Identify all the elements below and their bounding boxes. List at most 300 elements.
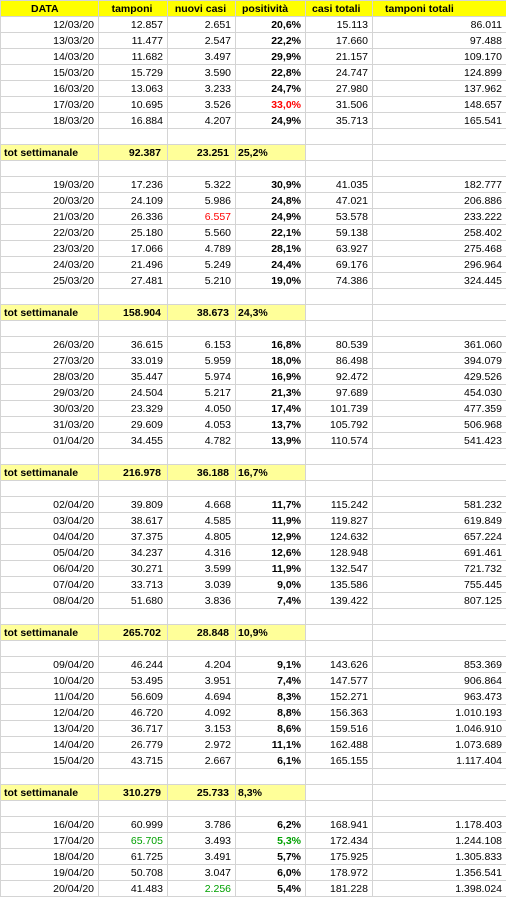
cell-tamponi-totali[interactable]: 258.402 [373, 225, 506, 241]
empty-cell[interactable] [236, 481, 306, 497]
cell-nuovi-casi[interactable]: 3.039 [168, 577, 236, 593]
cell-nuovi-casi[interactable]: 3.836 [168, 593, 236, 609]
cell-casi-totali[interactable]: 181.228 [306, 881, 373, 897]
weekly-total-tamponi[interactable]: 265.702 [99, 625, 168, 641]
cell-casi-totali[interactable]: 147.577 [306, 673, 373, 689]
cell-tamponi-totali[interactable]: 296.964 [373, 257, 506, 273]
cell-positivita[interactable]: 17,4% [236, 401, 306, 417]
empty-cell[interactable] [99, 289, 168, 305]
empty-cell[interactable] [373, 465, 506, 481]
cell-date[interactable]: 30/03/20 [1, 401, 99, 417]
cell-tamponi-totali[interactable]: 324.445 [373, 273, 506, 289]
cell-tamponi-totali[interactable]: 1.305.833 [373, 849, 506, 865]
cell-tamponi-totali[interactable]: 275.468 [373, 241, 506, 257]
cell-casi-totali[interactable]: 110.574 [306, 433, 373, 449]
cell-nuovi-casi[interactable]: 2.651 [168, 17, 236, 33]
weekly-total-tamponi[interactable]: 310.279 [99, 785, 168, 801]
cell-tamponi[interactable]: 29.609 [99, 417, 168, 433]
cell-nuovi-casi[interactable]: 3.497 [168, 49, 236, 65]
cell-tamponi[interactable]: 36.717 [99, 721, 168, 737]
cell-casi-totali[interactable]: 119.827 [306, 513, 373, 529]
cell-tamponi[interactable]: 12.857 [99, 17, 168, 33]
header-nuovi-casi[interactable]: nuovi casi [168, 1, 236, 17]
cell-positivita[interactable]: 24,4% [236, 257, 306, 273]
cell-date[interactable]: 20/03/20 [1, 193, 99, 209]
cell-positivita[interactable]: 22,8% [236, 65, 306, 81]
cell-positivita[interactable]: 30,9% [236, 177, 306, 193]
cell-casi-totali[interactable]: 143.626 [306, 657, 373, 673]
cell-casi-totali[interactable]: 152.271 [306, 689, 373, 705]
weekly-total-positivita[interactable]: 24,3% [236, 305, 306, 321]
empty-cell[interactable] [168, 609, 236, 625]
empty-cell[interactable] [306, 129, 373, 145]
cell-nuovi-casi[interactable]: 5.210 [168, 273, 236, 289]
cell-nuovi-casi[interactable]: 2.667 [168, 753, 236, 769]
cell-positivita[interactable]: 8,8% [236, 705, 306, 721]
cell-nuovi-casi[interactable]: 4.050 [168, 401, 236, 417]
cell-nuovi-casi[interactable]: 2.972 [168, 737, 236, 753]
cell-tamponi-totali[interactable]: 1.244.108 [373, 833, 506, 849]
empty-cell[interactable] [236, 609, 306, 625]
cell-tamponi[interactable]: 27.481 [99, 273, 168, 289]
empty-cell[interactable] [373, 161, 506, 177]
cell-casi-totali[interactable]: 115.242 [306, 497, 373, 513]
cell-date[interactable]: 27/03/20 [1, 353, 99, 369]
cell-casi-totali[interactable]: 132.547 [306, 561, 373, 577]
cell-date[interactable]: 13/03/20 [1, 33, 99, 49]
cell-casi-totali[interactable]: 162.488 [306, 737, 373, 753]
cell-tamponi-totali[interactable]: 506.968 [373, 417, 506, 433]
cell-nuovi-casi[interactable]: 3.233 [168, 81, 236, 97]
cell-date[interactable]: 17/04/20 [1, 833, 99, 849]
cell-positivita[interactable]: 11,9% [236, 561, 306, 577]
weekly-total-tamponi[interactable]: 158.904 [99, 305, 168, 321]
cell-tamponi[interactable]: 36.615 [99, 337, 168, 353]
cell-casi-totali[interactable]: 178.972 [306, 865, 373, 881]
cell-positivita[interactable]: 11,9% [236, 513, 306, 529]
cell-positivita[interactable]: 12,9% [236, 529, 306, 545]
cell-nuovi-casi[interactable]: 2.547 [168, 33, 236, 49]
cell-tamponi-totali[interactable]: 1.356.541 [373, 865, 506, 881]
cell-nuovi-casi[interactable]: 3.590 [168, 65, 236, 81]
cell-casi-totali[interactable]: 53.578 [306, 209, 373, 225]
cell-date[interactable]: 07/04/20 [1, 577, 99, 593]
cell-positivita[interactable]: 24,9% [236, 113, 306, 129]
cell-date[interactable]: 28/03/20 [1, 369, 99, 385]
weekly-total-label[interactable]: tot settimanale [1, 305, 99, 321]
cell-tamponi-totali[interactable]: 541.423 [373, 433, 506, 449]
cell-tamponi[interactable]: 15.729 [99, 65, 168, 81]
cell-tamponi-totali[interactable]: 109.170 [373, 49, 506, 65]
empty-cell[interactable] [236, 641, 306, 657]
empty-cell[interactable] [99, 321, 168, 337]
cell-tamponi-totali[interactable]: 1.117.404 [373, 753, 506, 769]
empty-cell[interactable] [373, 641, 506, 657]
cell-tamponi[interactable]: 38.617 [99, 513, 168, 529]
cell-tamponi[interactable]: 50.708 [99, 865, 168, 881]
empty-cell[interactable] [236, 449, 306, 465]
empty-cell[interactable] [373, 305, 506, 321]
empty-cell[interactable] [236, 161, 306, 177]
empty-cell[interactable] [168, 801, 236, 817]
cell-tamponi-totali[interactable]: 394.079 [373, 353, 506, 369]
empty-cell[interactable] [306, 161, 373, 177]
cell-date[interactable]: 25/03/20 [1, 273, 99, 289]
cell-casi-totali[interactable]: 15.113 [306, 17, 373, 33]
cell-nuovi-casi[interactable]: 4.092 [168, 705, 236, 721]
cell-casi-totali[interactable]: 124.632 [306, 529, 373, 545]
cell-date[interactable]: 16/04/20 [1, 817, 99, 833]
header-tamponi-totali[interactable]: tamponi totali [373, 1, 506, 17]
weekly-total-positivita[interactable]: 10,9% [236, 625, 306, 641]
cell-positivita[interactable]: 19,0% [236, 273, 306, 289]
cell-tamponi[interactable]: 51.680 [99, 593, 168, 609]
cell-tamponi[interactable]: 11.477 [99, 33, 168, 49]
weekly-total-nuovi-casi[interactable]: 23.251 [168, 145, 236, 161]
empty-cell[interactable] [1, 161, 99, 177]
cell-nuovi-casi[interactable]: 4.805 [168, 529, 236, 545]
cell-nuovi-casi[interactable]: 4.207 [168, 113, 236, 129]
cell-positivita[interactable]: 5,4% [236, 881, 306, 897]
cell-casi-totali[interactable]: 168.941 [306, 817, 373, 833]
cell-tamponi-totali[interactable]: 581.232 [373, 497, 506, 513]
empty-cell[interactable] [373, 785, 506, 801]
cell-date[interactable]: 12/03/20 [1, 17, 99, 33]
cell-date[interactable]: 09/04/20 [1, 657, 99, 673]
cell-tamponi-totali[interactable]: 233.222 [373, 209, 506, 225]
cell-tamponi[interactable]: 24.109 [99, 193, 168, 209]
cell-tamponi[interactable]: 13.063 [99, 81, 168, 97]
cell-tamponi-totali[interactable]: 963.473 [373, 689, 506, 705]
cell-nuovi-casi[interactable]: 6.153 [168, 337, 236, 353]
cell-nuovi-casi[interactable]: 2.256 [168, 881, 236, 897]
cell-nuovi-casi[interactable]: 3.951 [168, 673, 236, 689]
cell-date[interactable]: 24/03/20 [1, 257, 99, 273]
cell-date[interactable]: 03/04/20 [1, 513, 99, 529]
cell-nuovi-casi[interactable]: 5.986 [168, 193, 236, 209]
cell-date[interactable]: 31/03/20 [1, 417, 99, 433]
cell-positivita[interactable]: 9,0% [236, 577, 306, 593]
cell-nuovi-casi[interactable]: 4.789 [168, 241, 236, 257]
cell-date[interactable]: 12/04/20 [1, 705, 99, 721]
cell-date[interactable]: 06/04/20 [1, 561, 99, 577]
cell-tamponi-totali[interactable]: 1.398.024 [373, 881, 506, 897]
cell-tamponi-totali[interactable]: 807.125 [373, 593, 506, 609]
cell-tamponi[interactable]: 65.705 [99, 833, 168, 849]
cell-tamponi[interactable]: 16.884 [99, 113, 168, 129]
cell-casi-totali[interactable]: 17.660 [306, 33, 373, 49]
cell-tamponi[interactable]: 35.447 [99, 369, 168, 385]
empty-cell[interactable] [236, 129, 306, 145]
cell-nuovi-casi[interactable]: 3.526 [168, 97, 236, 113]
cell-date[interactable]: 19/03/20 [1, 177, 99, 193]
cell-date[interactable]: 29/03/20 [1, 385, 99, 401]
empty-cell[interactable] [306, 289, 373, 305]
cell-date[interactable]: 08/04/20 [1, 593, 99, 609]
empty-cell[interactable] [168, 769, 236, 785]
cell-nuovi-casi[interactable]: 4.204 [168, 657, 236, 673]
cell-nuovi-casi[interactable]: 3.493 [168, 833, 236, 849]
cell-tamponi[interactable]: 34.455 [99, 433, 168, 449]
cell-tamponi[interactable]: 41.483 [99, 881, 168, 897]
cell-positivita[interactable]: 6,2% [236, 817, 306, 833]
cell-tamponi-totali[interactable]: 137.962 [373, 81, 506, 97]
weekly-total-nuovi-casi[interactable]: 28.848 [168, 625, 236, 641]
cell-nuovi-casi[interactable]: 4.585 [168, 513, 236, 529]
cell-date[interactable]: 17/03/20 [1, 97, 99, 113]
empty-cell[interactable] [236, 769, 306, 785]
weekly-total-nuovi-casi[interactable]: 36.188 [168, 465, 236, 481]
empty-cell[interactable] [99, 161, 168, 177]
cell-tamponi-totali[interactable]: 124.899 [373, 65, 506, 81]
cell-positivita[interactable]: 11,1% [236, 737, 306, 753]
cell-positivita[interactable]: 29,9% [236, 49, 306, 65]
cell-nuovi-casi[interactable]: 5.322 [168, 177, 236, 193]
cell-casi-totali[interactable]: 165.155 [306, 753, 373, 769]
empty-cell[interactable] [168, 481, 236, 497]
cell-casi-totali[interactable]: 31.506 [306, 97, 373, 113]
cell-date[interactable]: 21/03/20 [1, 209, 99, 225]
cell-tamponi-totali[interactable]: 148.657 [373, 97, 506, 113]
cell-casi-totali[interactable]: 41.035 [306, 177, 373, 193]
empty-cell[interactable] [306, 609, 373, 625]
cell-tamponi-totali[interactable]: 853.369 [373, 657, 506, 673]
cell-date[interactable]: 15/03/20 [1, 65, 99, 81]
cell-date[interactable]: 20/04/20 [1, 881, 99, 897]
empty-cell[interactable] [99, 481, 168, 497]
cell-tamponi-totali[interactable]: 1.178.403 [373, 817, 506, 833]
cell-tamponi-totali[interactable]: 755.445 [373, 577, 506, 593]
empty-cell[interactable] [1, 481, 99, 497]
cell-positivita[interactable]: 13,7% [236, 417, 306, 433]
empty-cell[interactable] [1, 801, 99, 817]
empty-cell[interactable] [373, 801, 506, 817]
cell-casi-totali[interactable]: 156.363 [306, 705, 373, 721]
cell-tamponi-totali[interactable]: 721.732 [373, 561, 506, 577]
empty-cell[interactable] [306, 625, 373, 641]
cell-positivita[interactable]: 24,8% [236, 193, 306, 209]
empty-cell[interactable] [306, 801, 373, 817]
cell-tamponi[interactable]: 61.725 [99, 849, 168, 865]
cell-tamponi[interactable]: 17.236 [99, 177, 168, 193]
weekly-total-label[interactable]: tot settimanale [1, 785, 99, 801]
empty-cell[interactable] [168, 129, 236, 145]
cell-casi-totali[interactable]: 97.689 [306, 385, 373, 401]
cell-tamponi[interactable]: 56.609 [99, 689, 168, 705]
cell-date[interactable]: 18/03/20 [1, 113, 99, 129]
cell-casi-totali[interactable]: 47.021 [306, 193, 373, 209]
empty-cell[interactable] [1, 321, 99, 337]
empty-cell[interactable] [373, 481, 506, 497]
cell-date[interactable]: 02/04/20 [1, 497, 99, 513]
cell-tamponi[interactable]: 33.713 [99, 577, 168, 593]
cell-tamponi-totali[interactable]: 206.886 [373, 193, 506, 209]
cell-date[interactable]: 15/04/20 [1, 753, 99, 769]
cell-tamponi[interactable]: 34.237 [99, 545, 168, 561]
cell-tamponi[interactable]: 24.504 [99, 385, 168, 401]
cell-casi-totali[interactable]: 35.713 [306, 113, 373, 129]
cell-tamponi-totali[interactable]: 1.010.193 [373, 705, 506, 721]
empty-cell[interactable] [373, 289, 506, 305]
cell-nuovi-casi[interactable]: 3.491 [168, 849, 236, 865]
empty-cell[interactable] [373, 145, 506, 161]
cell-nuovi-casi[interactable]: 3.599 [168, 561, 236, 577]
cell-date[interactable]: 01/04/20 [1, 433, 99, 449]
header-date[interactable]: DATA [1, 1, 99, 17]
cell-positivita[interactable]: 8,6% [236, 721, 306, 737]
cell-tamponi[interactable]: 23.329 [99, 401, 168, 417]
cell-date[interactable]: 26/03/20 [1, 337, 99, 353]
cell-date[interactable]: 14/03/20 [1, 49, 99, 65]
empty-cell[interactable] [236, 321, 306, 337]
cell-positivita[interactable]: 24,9% [236, 209, 306, 225]
weekly-total-label[interactable]: tot settimanale [1, 625, 99, 641]
cell-nuovi-casi[interactable]: 6.557 [168, 209, 236, 225]
cell-tamponi[interactable]: 26.779 [99, 737, 168, 753]
cell-tamponi-totali[interactable]: 97.488 [373, 33, 506, 49]
cell-casi-totali[interactable]: 80.539 [306, 337, 373, 353]
cell-nuovi-casi[interactable]: 4.053 [168, 417, 236, 433]
cell-casi-totali[interactable]: 101.739 [306, 401, 373, 417]
empty-cell[interactable] [373, 769, 506, 785]
empty-cell[interactable] [168, 321, 236, 337]
cell-tamponi-totali[interactable]: 691.461 [373, 545, 506, 561]
cell-casi-totali[interactable]: 175.925 [306, 849, 373, 865]
cell-tamponi-totali[interactable]: 477.359 [373, 401, 506, 417]
cell-date[interactable]: 05/04/20 [1, 545, 99, 561]
cell-date[interactable]: 13/04/20 [1, 721, 99, 737]
cell-positivita[interactable]: 28,1% [236, 241, 306, 257]
cell-casi-totali[interactable]: 92.472 [306, 369, 373, 385]
empty-cell[interactable] [373, 609, 506, 625]
cell-positivita[interactable]: 9,1% [236, 657, 306, 673]
cell-casi-totali[interactable]: 21.157 [306, 49, 373, 65]
cell-positivita[interactable]: 22,2% [236, 33, 306, 49]
cell-positivita[interactable]: 7,4% [236, 673, 306, 689]
cell-date[interactable]: 23/03/20 [1, 241, 99, 257]
empty-cell[interactable] [1, 129, 99, 145]
cell-tamponi[interactable]: 11.682 [99, 49, 168, 65]
cell-tamponi[interactable]: 46.244 [99, 657, 168, 673]
empty-cell[interactable] [1, 641, 99, 657]
cell-nuovi-casi[interactable]: 5.974 [168, 369, 236, 385]
empty-cell[interactable] [306, 449, 373, 465]
cell-date[interactable]: 04/04/20 [1, 529, 99, 545]
empty-cell[interactable] [168, 641, 236, 657]
cell-positivita[interactable]: 11,7% [236, 497, 306, 513]
empty-cell[interactable] [99, 769, 168, 785]
cell-casi-totali[interactable]: 128.948 [306, 545, 373, 561]
cell-casi-totali[interactable]: 172.434 [306, 833, 373, 849]
empty-cell[interactable] [306, 481, 373, 497]
empty-cell[interactable] [373, 129, 506, 145]
cell-casi-totali[interactable]: 24.747 [306, 65, 373, 81]
empty-cell[interactable] [168, 289, 236, 305]
cell-tamponi[interactable]: 21.496 [99, 257, 168, 273]
cell-nuovi-casi[interactable]: 3.153 [168, 721, 236, 737]
cell-positivita[interactable]: 16,8% [236, 337, 306, 353]
empty-cell[interactable] [168, 449, 236, 465]
cell-date[interactable]: 10/04/20 [1, 673, 99, 689]
cell-casi-totali[interactable]: 139.422 [306, 593, 373, 609]
cell-positivita[interactable]: 6,1% [236, 753, 306, 769]
empty-cell[interactable] [1, 769, 99, 785]
cell-tamponi[interactable]: 30.271 [99, 561, 168, 577]
cell-positivita[interactable]: 33,0% [236, 97, 306, 113]
cell-tamponi-totali[interactable]: 182.777 [373, 177, 506, 193]
cell-casi-totali[interactable]: 69.176 [306, 257, 373, 273]
cell-casi-totali[interactable]: 135.586 [306, 577, 373, 593]
empty-cell[interactable] [306, 305, 373, 321]
empty-cell[interactable] [236, 289, 306, 305]
empty-cell[interactable] [1, 609, 99, 625]
empty-cell[interactable] [306, 785, 373, 801]
weekly-total-nuovi-casi[interactable]: 38.673 [168, 305, 236, 321]
cell-tamponi[interactable]: 10.695 [99, 97, 168, 113]
weekly-total-label[interactable]: tot settimanale [1, 145, 99, 161]
cell-positivita[interactable]: 5,3% [236, 833, 306, 849]
empty-cell[interactable] [373, 321, 506, 337]
weekly-total-tamponi[interactable]: 92.387 [99, 145, 168, 161]
cell-tamponi[interactable]: 25.180 [99, 225, 168, 241]
cell-tamponi-totali[interactable]: 165.541 [373, 113, 506, 129]
cell-nuovi-casi[interactable]: 4.668 [168, 497, 236, 513]
empty-cell[interactable] [1, 449, 99, 465]
header-casi-totali[interactable]: casi totali [306, 1, 373, 17]
cell-positivita[interactable]: 21,3% [236, 385, 306, 401]
cell-nuovi-casi[interactable]: 3.786 [168, 817, 236, 833]
cell-tamponi-totali[interactable]: 1.073.689 [373, 737, 506, 753]
cell-positivita[interactable]: 13,9% [236, 433, 306, 449]
cell-tamponi[interactable]: 60.999 [99, 817, 168, 833]
cell-positivita[interactable]: 8,3% [236, 689, 306, 705]
cell-nuovi-casi[interactable]: 3.047 [168, 865, 236, 881]
cell-tamponi-totali[interactable]: 657.224 [373, 529, 506, 545]
cell-tamponi[interactable]: 26.336 [99, 209, 168, 225]
empty-cell[interactable] [306, 465, 373, 481]
empty-cell[interactable] [373, 625, 506, 641]
cell-casi-totali[interactable]: 27.980 [306, 81, 373, 97]
cell-positivita[interactable]: 22,1% [236, 225, 306, 241]
cell-date[interactable]: 22/03/20 [1, 225, 99, 241]
empty-cell[interactable] [99, 129, 168, 145]
cell-date[interactable]: 14/04/20 [1, 737, 99, 753]
cell-date[interactable]: 19/04/20 [1, 865, 99, 881]
cell-tamponi-totali[interactable]: 619.849 [373, 513, 506, 529]
cell-nuovi-casi[interactable]: 5.959 [168, 353, 236, 369]
cell-casi-totali[interactable]: 105.792 [306, 417, 373, 433]
cell-nuovi-casi[interactable]: 4.694 [168, 689, 236, 705]
cell-casi-totali[interactable]: 63.927 [306, 241, 373, 257]
empty-cell[interactable] [306, 641, 373, 657]
cell-tamponi[interactable]: 39.809 [99, 497, 168, 513]
cell-tamponi-totali[interactable]: 906.864 [373, 673, 506, 689]
header-positivita[interactable]: positività [236, 1, 306, 17]
cell-date[interactable]: 11/04/20 [1, 689, 99, 705]
cell-positivita[interactable]: 7,4% [236, 593, 306, 609]
cell-tamponi-totali[interactable]: 361.060 [373, 337, 506, 353]
empty-cell[interactable] [99, 449, 168, 465]
cell-tamponi-totali[interactable]: 454.030 [373, 385, 506, 401]
weekly-total-nuovi-casi[interactable]: 25.733 [168, 785, 236, 801]
empty-cell[interactable] [168, 161, 236, 177]
cell-positivita[interactable]: 6,0% [236, 865, 306, 881]
cell-tamponi-totali[interactable]: 1.046.910 [373, 721, 506, 737]
cell-nuovi-casi[interactable]: 5.217 [168, 385, 236, 401]
cell-tamponi-totali[interactable]: 86.011 [373, 17, 506, 33]
empty-cell[interactable] [373, 449, 506, 465]
empty-cell[interactable] [99, 609, 168, 625]
